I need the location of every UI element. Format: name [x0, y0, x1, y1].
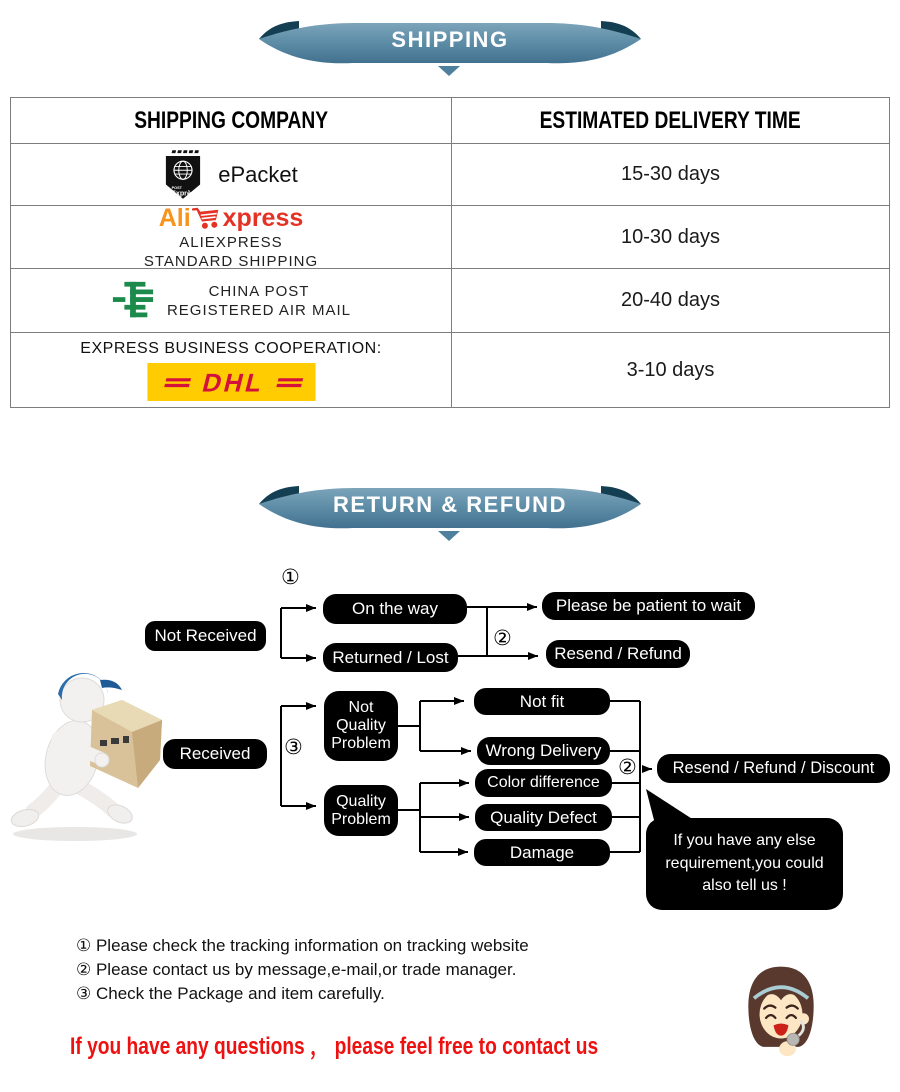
epacket-label: ePacket [218, 161, 298, 187]
cell-chinapost-time: 20-40 days [621, 289, 720, 311]
flow-box-quality-defect: Quality Defect [475, 804, 612, 831]
flow-box-not-fit: Not fit [474, 688, 610, 715]
footnote-1: ① Please check the tracking information on tracking website [76, 936, 529, 955]
footnote-3: ③ Check the Package and item carefully. [76, 984, 385, 1003]
flow-box-color-difference: Color difference [475, 769, 612, 797]
epacket-logo-express-text: Exprès [171, 188, 196, 197]
footnote-2: ② Please contact us by message,e-mail,or trade manager. [76, 960, 517, 979]
dhl-logo-text: DHL [198, 367, 268, 398]
flow-box-resend-refund: Resend / Refund [546, 640, 690, 668]
cell-aliexpress-company [11, 203, 452, 270]
shipping-table [10, 97, 890, 408]
header-company-label: SHIPPING COMPANY [134, 106, 328, 134]
dhl-logo-icon [143, 363, 320, 401]
flow-box-quality-problem: Quality Problem [324, 785, 398, 836]
header-time-label: ESTIMATED DELIVERY TIME [540, 106, 801, 134]
cell-dhl-company [11, 333, 452, 407]
circled-2: ② [493, 626, 512, 650]
chinapost-line1: CHINA POST [208, 282, 310, 300]
table-row-dhl [11, 332, 889, 407]
cell-dhl-time: 3-10 days [626, 358, 715, 381]
aliexpress-logo [159, 204, 304, 230]
circled-3: ③ [284, 735, 303, 759]
table-header-row [11, 98, 889, 143]
china-post-logo-icon [111, 279, 155, 323]
cell-epacket-time: 15-30 days [621, 163, 720, 185]
flow-box-damage: Damage [474, 839, 610, 866]
aliexpress-line2: STANDARD SHIPPING [143, 252, 319, 270]
flow-box-not-quality-problem: Not Quality Problem [324, 691, 398, 761]
cell-chinapost-company [11, 269, 452, 332]
aliexpress-logo-xpress-text: xpress [222, 203, 304, 232]
circled-1: ① [281, 565, 300, 589]
customer-service-woman-image [739, 960, 823, 1060]
flow-box-on-the-way: On the way [323, 594, 467, 624]
cell-epacket-company [11, 144, 452, 205]
flow-box-please-be-patient: Please be patient to wait [542, 592, 755, 620]
down-arrow-icon [438, 531, 460, 541]
aliexpress-line1: ALIEXPRESS [179, 233, 283, 251]
epacket-logo-post-text: POST [171, 185, 183, 190]
aliexpress-logo-ali-text: Ali [158, 203, 191, 232]
footnotes [76, 934, 529, 1006]
chinapost-line2: REGISTERED AIR MAIL [166, 301, 352, 319]
header-cell-time [452, 98, 889, 143]
table-row-chinapost [11, 268, 889, 332]
cell-aliexpress-time: 10-30 days [621, 225, 720, 248]
down-arrow-icon [438, 66, 460, 76]
aliexpress-cart-icon [192, 204, 222, 230]
flow-box-returned-lost: Returned / Lost [323, 643, 458, 672]
contact-us-text: If you have any questions ， please feel free to contact us [70, 1033, 599, 1060]
circled-2: ② [618, 755, 637, 779]
table-row-aliexpress [11, 205, 889, 268]
speech-bubble: If you have any else requirement,you could also tell us ! [646, 818, 843, 910]
table-row-epacket [11, 143, 889, 205]
flow-box-resend-refund-discount: Resend / Refund / Discount [657, 754, 890, 783]
shipping-banner-title: SHIPPING [391, 27, 509, 52]
delivery-man-image [0, 648, 165, 843]
dhl-cooperation-label: EXPRESS BUSINESS COOPERATION: [80, 340, 382, 357]
header-cell-company [11, 98, 452, 143]
epacket-logo-icon [164, 149, 202, 201]
flow-box-wrong-delivery: Wrong Delivery [477, 737, 610, 765]
flow-box-not-received: Not Received [145, 621, 266, 651]
flow-box-received: Received [163, 739, 267, 769]
return-refund-banner-title: RETURN & REFUND [333, 492, 567, 517]
